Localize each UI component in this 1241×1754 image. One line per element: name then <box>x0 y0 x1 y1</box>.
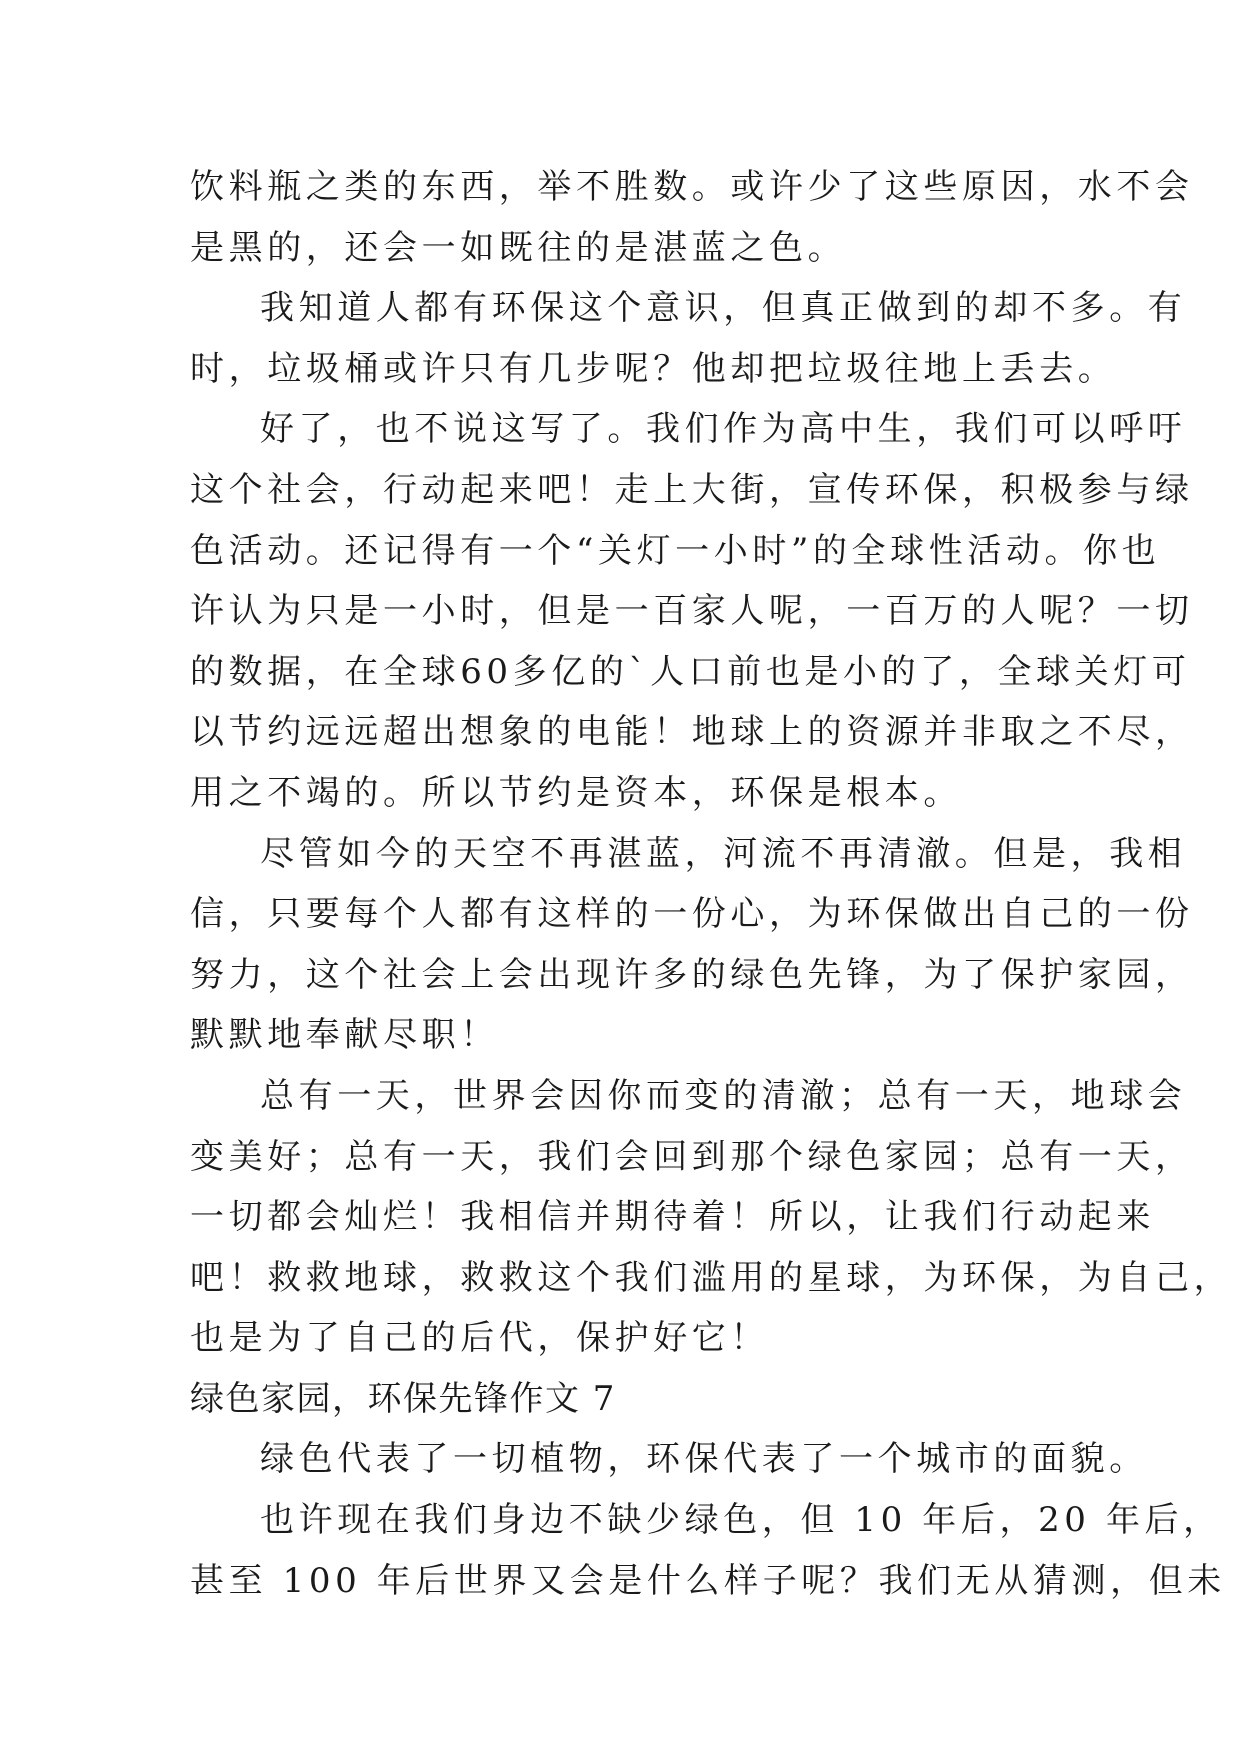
text-line: 也是为了自己的后代，保护好它！ <box>190 1318 769 1359</box>
text-line: 色活动。还记得有一个“关灯一小时”的全球性活动。你也 <box>190 530 1161 571</box>
essay-body <box>190 157 1233 1611</box>
paragraph-start-line: 我知道人都有环保这个意识，但真正做到的却不多。有 <box>260 288 1187 329</box>
paragraph-start-line: 总有一天，世界会因你而变的清澈；总有一天，地球会 <box>260 1075 1187 1116</box>
text-line: 努力，这个社会上会出现许多的绿色先锋，为了保护家园， <box>190 954 1194 995</box>
text-line: 时，垃圾桶或许只有几步呢？他却把垃圾往地上丢去。 <box>190 348 1117 389</box>
text-line: 是黑的，还会一如既往的是湛蓝之色。 <box>190 227 847 268</box>
text-line: 吧！救救地球，救救这个我们滥用的星球，为环保，为自己， <box>190 1257 1233 1298</box>
paragraph-start-line: 绿色代表了一切植物，环保代表了一个城市的面貌。 <box>260 1439 1148 1480</box>
text-line: 变美好；总有一天，我们会回到那个绿色家园；总有一天， <box>190 1136 1194 1177</box>
paragraph-start-line: 尽管如今的天空不再湛蓝，河流不再清澈。但是，我相 <box>260 833 1187 874</box>
text-line: 甚至 100 年后世界又会是什么样子呢？我们无从猜测，但未 <box>190 1560 1226 1601</box>
text-line: 以节约远远超出想象的电能！地球上的资源并非取之不尽， <box>190 712 1194 753</box>
text-line: 用之不竭的。所以节约是资本，环保是根本。 <box>190 772 962 813</box>
text-line: 默默地奉献尽职！ <box>190 1015 499 1056</box>
text-line: 的数据，在全球60多亿的`人口前也是小的了，全球关灯可 <box>190 651 1191 692</box>
paragraph-start-line: 也许现在我们身边不缺少绿色，但 10 年后，20 年后， <box>260 1500 1222 1541</box>
text-line: 许认为只是一小时，但是一百家人呢，一百万的人呢？一切 <box>190 591 1194 632</box>
section-heading: 绿色家园，环保先锋作文 7 <box>190 1378 616 1419</box>
paragraph-start-line: 好了，也不说这写了。我们作为高中生，我们可以呼吁 <box>260 409 1187 450</box>
text-line: 一切都会灿烂！我相信并期待着！所以，让我们行动起来 <box>190 1197 1155 1238</box>
text-line: 信，只要每个人都有这样的一份心，为环保做出自己的一份 <box>190 894 1194 935</box>
text-line: 这个社会，行动起来吧！走上大街，宣传环保，积极参与绿 <box>190 469 1194 510</box>
text-line: 饮料瓶之类的东西，举不胜数。或许少了这些原因，水不会 <box>190 167 1194 207</box>
